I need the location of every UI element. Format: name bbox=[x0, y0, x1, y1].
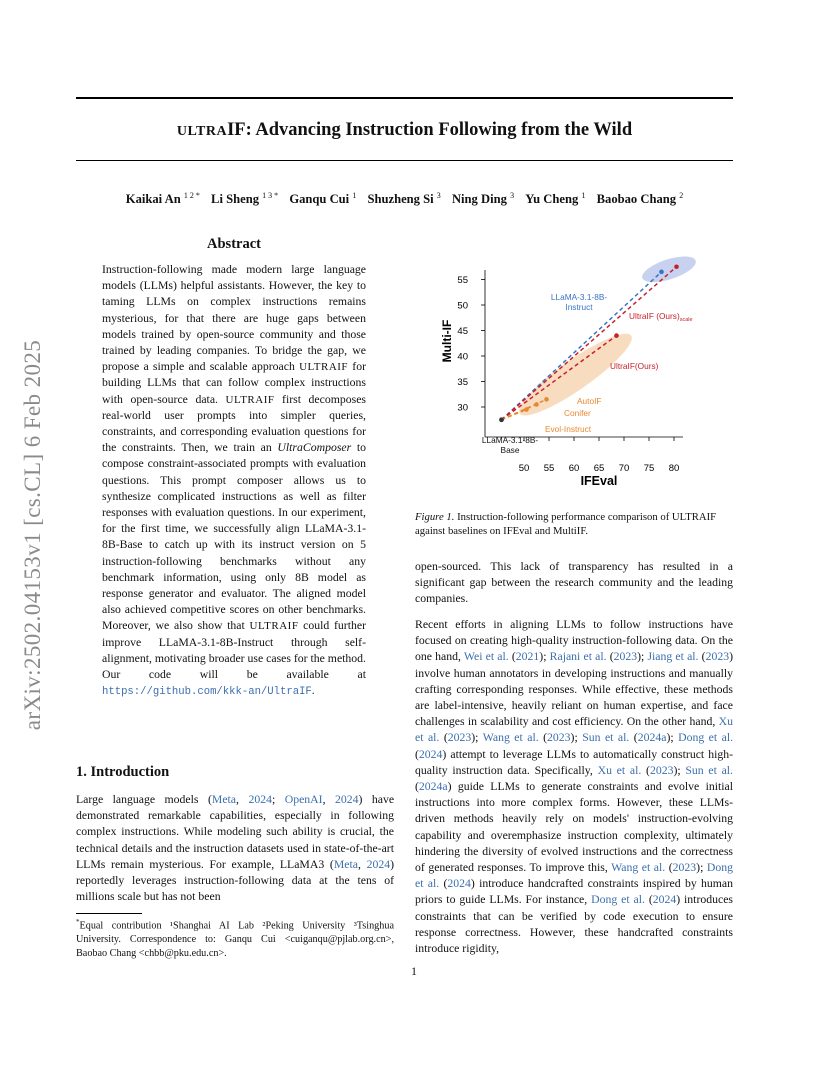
title-rest: IF: Advancing Instruction Following from the Wild bbox=[227, 120, 633, 140]
code-link[interactable]: https://github.com/kkk-an/UltraIF bbox=[102, 686, 312, 699]
y-tick-label: 45 bbox=[457, 326, 468, 337]
label-llama-instruct: LLaMA-3.1-8B-Instruct bbox=[550, 292, 608, 312]
citation-link[interactable]: Meta bbox=[211, 793, 237, 806]
y-tick-label: 40 bbox=[457, 351, 468, 363]
citation-link[interactable]: Wang et al. bbox=[482, 731, 539, 745]
y-tick-label: 35 bbox=[457, 377, 468, 388]
figure-1-caption: Figure 1. Instruction-following performance comparison of ULTRAIF against baselines on IFEval and MultiIF. bbox=[415, 511, 717, 537]
x-tick-label: 80 bbox=[668, 463, 680, 474]
x-tick-label: 50 bbox=[518, 463, 530, 474]
citation-link[interactable]: 2023 bbox=[672, 861, 697, 875]
author: Baobao Chang $^2$ bbox=[596, 191, 684, 207]
label-ultraif-scale: UltraIF $(Ours)_{scale}$ bbox=[629, 311, 693, 323]
citation-link[interactable]: 2023 bbox=[447, 731, 472, 745]
label-evol-instruct: Evol-Instruct bbox=[545, 424, 592, 434]
title-top-rule bbox=[76, 97, 733, 99]
citation-link[interactable]: OpenAI bbox=[284, 793, 323, 806]
citation-link[interactable]: Jiang et al. bbox=[647, 650, 699, 664]
citation-link[interactable]: 2023 bbox=[613, 650, 638, 664]
label-autoif: AutoIF bbox=[577, 396, 602, 406]
section-heading-introduction: 1. Introduction bbox=[76, 764, 170, 780]
label-ultraif: UltraIF(Ours) bbox=[610, 361, 659, 371]
label-conifer: Conifer bbox=[564, 408, 591, 418]
citation-link[interactable]: Meta bbox=[333, 857, 358, 871]
title-bottom-rule bbox=[76, 160, 733, 161]
introduction-paragraph: Large language models (Meta, 2024; OpenAI, 2024) have demonstrated remarkable capabilities, especially in following complex instructions. While modeling such ability is crucial, the technical details and the instruction datasets used in state-of-the-art LLMs remain mysterious. For example, LLaMA3 (Meta, 2024) reportedly leverages instruction-following data at the tens of millions scale but has not been bbox=[76, 793, 395, 904]
author: Yu Cheng $^1$ bbox=[525, 191, 586, 207]
author: Ning Ding $^3$ bbox=[451, 191, 515, 207]
figure-1-chart bbox=[415, 236, 733, 498]
arxiv-sidebar bbox=[20, 295, 46, 775]
x-axis-label: IFEval bbox=[580, 474, 618, 488]
x-tick-label: 55 bbox=[543, 463, 555, 474]
citation-link[interactable]: 2024 bbox=[366, 857, 391, 871]
data-point bbox=[524, 407, 529, 412]
citation-link[interactable]: Dong et al. bbox=[415, 861, 733, 891]
citation-link[interactable]: Rajani et al. bbox=[549, 650, 607, 664]
citation-link[interactable]: 2024a bbox=[637, 731, 667, 745]
author: Ganqu Cui $^1$ bbox=[289, 191, 357, 207]
data-point bbox=[544, 397, 549, 402]
right-paragraph-2: Recent efforts in aligning LLMs to follow instructions have focused on creating high-quality instruction-following data. On the one hand, Wei et al. (2021); Rajani et al. (2023); Jiang et al. (2023) involve human annotators in developing instructions and manually crafting corresponding responses. While effective, these methods are label-intensive, heavily reliant on human expertise, and face challenges in scalability and cost efficiency. On the other hand, Xu et al. (2023); Wang et al. (2023); Sun et al. (2024a); Dong et al. (2024) attempt to leverage LLMs to automatically construct high-quality instruction data. Specifically, Xu et al. (2023); Sun et al. (2024a) guide LLMs to generate constraints and evolve initial instructions into more complex forms. However, these LLMs-driven methods heavily rely on models' instruction-evolving capability and overemphasize instruction complexity, ultimately hindering the diversity of evolved instructions and the correctness of generated responses. To improve this, Wang et al. (2023); Dong et al. (2024) introduce handcrafted constraints inspired by human priors to guide LLMs. For instance, Dong et al. (2024) introduces constraints that can be verified by code execution to ensure response correctness. However, these handcrafted constraints introduce rigidity, bbox=[415, 618, 734, 956]
scale-highlight-ellipse bbox=[639, 251, 698, 287]
author-list bbox=[76, 191, 733, 207]
data-point bbox=[674, 264, 679, 269]
citation-link[interactable]: 2021 bbox=[515, 650, 540, 664]
paper-title bbox=[76, 120, 733, 141]
author: Li Sheng $^{1 3 *}$ bbox=[211, 191, 279, 207]
y-tick-label: 50 bbox=[457, 300, 468, 312]
abstract-body: Instruction-following made modern large language models (LLMs) helpful assistants. However, the key to taming LLMs on complex instructions remains mysterious, for that there are huge gaps between models trained by open-source community and those trained by leading companies. To bridge the gap, we propose a simple and scalable approach ULTRAIF for building LLMs that can follow complex instructions with open-source data. ULTRAIF first decomposes real-world user prompts into simpler queries, constraints, and corresponding evaluation questions for the constraints. Then, we train an UltraComposer to compose constraint-associated prompts with evaluation questions. This prompt composer allows us to synthesize complicated instructions as well as filter responses with evaluation questions. In our experiment, for the first time, we successfully align LLaMA-3.1-8B-Base to catch up with its instruct version on 5 instruction-following benchmarks without any benchmark information, using only 8B model as response generator and evaluator. The aligned model also achieved competitive scores on other benchmarks. Moreover, we also show that ULTRAIF could further improve LLaMA-3.1-8B-Instruct through self-alignment, motivating broader use cases for the method. Our code will be available at https://github.com/kkk-an/UltraIF. bbox=[102, 263, 367, 699]
citation-link[interactable]: Wei et al. bbox=[463, 650, 509, 664]
citation-link[interactable]: 2024 bbox=[418, 747, 443, 761]
citation-link[interactable]: Wang et al. bbox=[611, 861, 666, 875]
footnote: *Equal contribution ¹Shanghai AI Lab ²Peking University ³Tsinghua University. Correspondence to: Ganqu Cui <cuiganqu@pjlab.org.cn>, Baobao Chang <chbb@pku.edu.cn>. bbox=[76, 918, 394, 959]
citation-link[interactable]: 2023 bbox=[547, 731, 571, 745]
citation-link[interactable]: 2024 bbox=[447, 877, 471, 891]
y-axis-label: Multi-IF bbox=[440, 319, 454, 363]
x-tick-label: 70 bbox=[618, 463, 630, 474]
citation-link[interactable]: 2023 bbox=[705, 650, 730, 664]
citation-link[interactable]: Dong et al. bbox=[591, 893, 645, 907]
citation-link[interactable]: Xu et al. bbox=[415, 715, 733, 745]
author: Shuzheng Si $^3$ bbox=[367, 191, 441, 207]
abstract-heading: Abstract bbox=[207, 236, 261, 252]
author: Kaikai An $^{1 2 *}$ bbox=[125, 191, 200, 207]
title-prefix: ULTRA bbox=[176, 124, 228, 139]
citation-link[interactable]: 2024a bbox=[418, 780, 448, 794]
citation-link[interactable]: Dong et al. bbox=[678, 731, 734, 745]
label-llama-base: LLaMA-3.1-8B-Base bbox=[481, 435, 539, 455]
trajectory-line bbox=[502, 336, 617, 420]
x-tick-label: 60 bbox=[568, 463, 580, 474]
y-tick-label: 55 bbox=[457, 275, 468, 286]
data-point bbox=[614, 333, 619, 338]
page-number: 1 bbox=[411, 964, 417, 978]
citation-link[interactable]: 2024 bbox=[334, 793, 359, 806]
citation-link[interactable]: 2023 bbox=[649, 763, 674, 777]
data-point bbox=[659, 270, 664, 275]
citation-link[interactable]: Sun et al. bbox=[582, 731, 630, 745]
footnote-rule bbox=[76, 913, 142, 914]
x-tick-label: 75 bbox=[643, 463, 655, 474]
citation-link[interactable]: 2024 bbox=[248, 793, 272, 806]
citation-link[interactable]: Sun et al. bbox=[685, 763, 733, 777]
base-model-point bbox=[499, 417, 504, 422]
citation-link[interactable]: 2024 bbox=[652, 893, 677, 907]
right-paragraph-1: open-sourced. This lack of transparency has resulted in a significant gap between the research community and the leading companies. bbox=[415, 560, 733, 606]
data-point bbox=[534, 402, 539, 407]
x-tick-label: 65 bbox=[593, 463, 605, 474]
y-tick-label: 30 bbox=[457, 402, 468, 414]
arxiv-identifier: arXiv:2502.04153v1 [cs.CL] 6 Feb 2025 bbox=[20, 339, 45, 731]
citation-link[interactable]: Xu et al. bbox=[597, 763, 642, 777]
